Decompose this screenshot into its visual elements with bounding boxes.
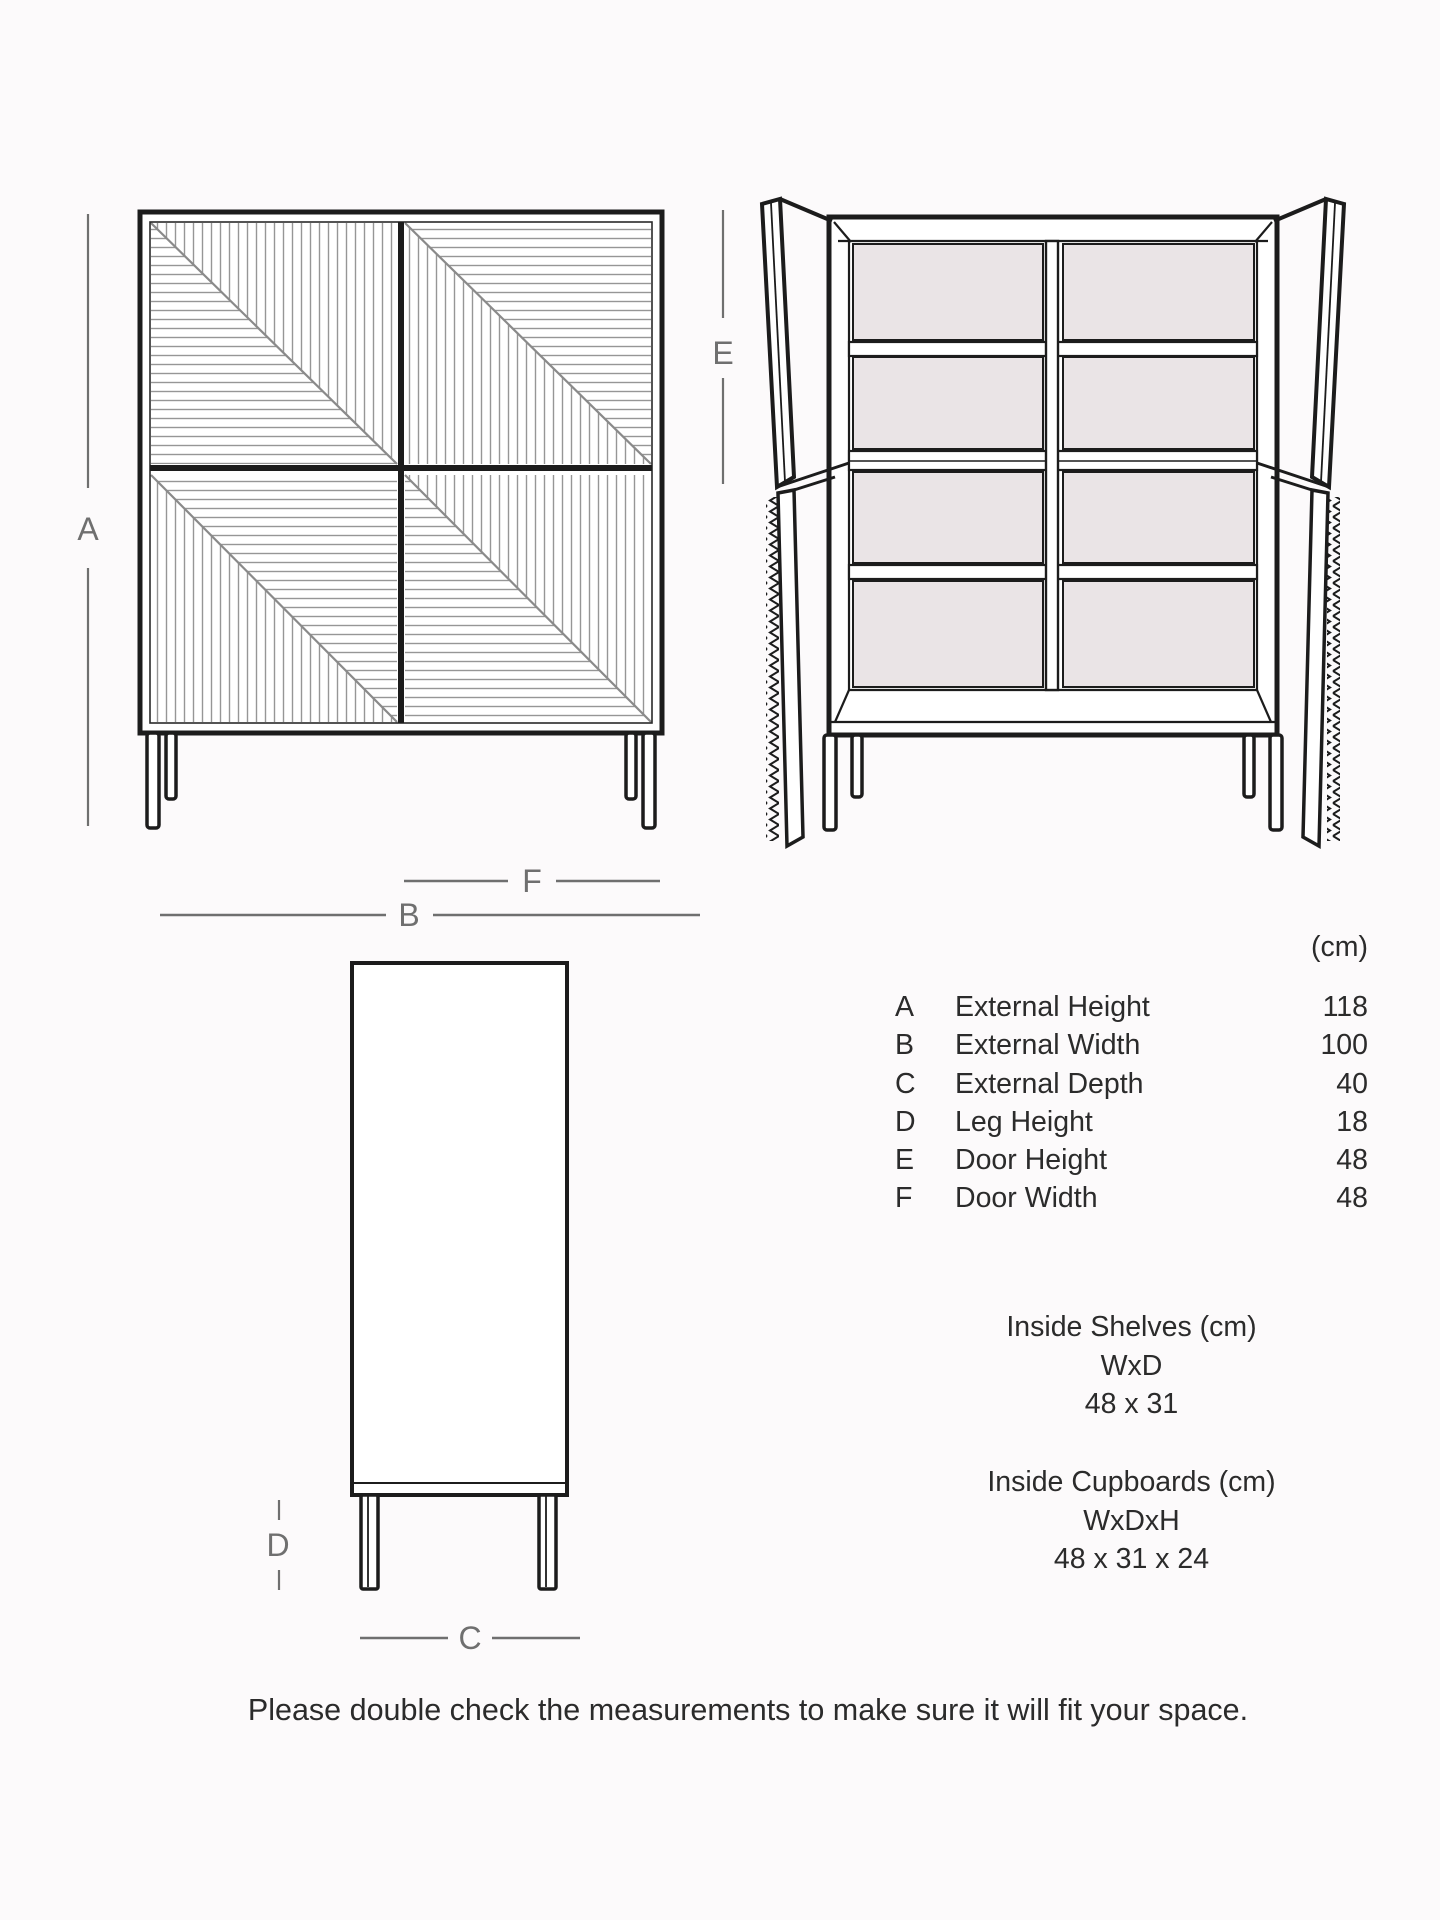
footer-note: Please double check the measurements to make sure it will fit your space. <box>247 1693 1249 1727</box>
row-value: 18 <box>1336 1105 1368 1138</box>
row-letter: E <box>895 1144 915 1177</box>
open-cabinet-legs <box>824 735 1282 830</box>
row-value: 118 <box>1322 991 1368 1023</box>
inside-cupboards-dimensions-label: WxDxH <box>1083 1504 1180 1537</box>
open-cabinet-center-divider <box>1046 241 1058 690</box>
side-cabinet-body <box>352 963 567 1495</box>
dimension-label-a: A <box>77 511 99 547</box>
row-value: 48 <box>1336 1144 1368 1177</box>
hinge-zigzag-left <box>766 497 779 841</box>
front-door-panel-top-left <box>151 223 397 464</box>
front-cabinet-legs <box>147 733 655 828</box>
row-letter: A <box>895 991 915 1023</box>
front-door-panel-bottom-right <box>405 475 651 722</box>
row-letter: F <box>895 1182 913 1215</box>
dimension-label-f: F <box>522 863 542 899</box>
row-value: 48 <box>1336 1182 1368 1215</box>
row-label: Door Width <box>955 1182 1098 1215</box>
table-row <box>895 1026 1368 1064</box>
side-view-diagram <box>266 963 580 1656</box>
inside-cupboards-values: 48 x 31 x 24 <box>1053 1543 1210 1576</box>
table-row <box>895 1141 1368 1179</box>
inside-shelves-title: Inside Shelves (cm) <box>1006 1311 1257 1343</box>
side-cabinet-legs <box>361 1495 556 1589</box>
dimension-table <box>895 928 1368 1218</box>
row-letter: C <box>895 1067 916 1100</box>
inside-shelves-info <box>895 1308 1368 1424</box>
row-label: Door Height <box>955 1144 1108 1177</box>
table-row <box>895 1103 1368 1141</box>
dimension-label-e: E <box>712 335 734 371</box>
row-letter: D <box>895 1105 916 1138</box>
row-label: External Depth <box>955 1067 1144 1100</box>
inside-shelves-values: 48 x 31 <box>1084 1388 1179 1421</box>
row-label: External Width <box>955 1029 1141 1062</box>
table-row <box>895 988 1368 1026</box>
row-label: Leg Height <box>955 1105 1093 1138</box>
table-row <box>895 1179 1368 1217</box>
row-letter: B <box>895 1029 915 1062</box>
row-value: 100 <box>1320 1029 1368 1062</box>
dimension-label-b: B <box>398 897 420 933</box>
dimension-label-d: D <box>266 1527 290 1563</box>
inside-shelves-dimensions-label: WxD <box>1100 1349 1163 1382</box>
open-view-diagram <box>712 199 1344 846</box>
row-value: 40 <box>1336 1067 1368 1100</box>
row-label: External Height <box>955 991 1150 1023</box>
front-door-panel-top-right <box>405 223 651 464</box>
unit-header: (cm) <box>1311 931 1368 963</box>
inside-cupboards-info <box>895 1463 1368 1579</box>
table-row <box>895 1065 1368 1103</box>
inside-cupboards-title: Inside Cupboards (cm) <box>987 1466 1276 1498</box>
hinge-zigzag-right <box>1327 497 1340 841</box>
front-view-diagram <box>77 212 700 933</box>
dimension-label-c: C <box>458 1620 482 1656</box>
front-door-panel-bottom-left <box>151 475 397 722</box>
